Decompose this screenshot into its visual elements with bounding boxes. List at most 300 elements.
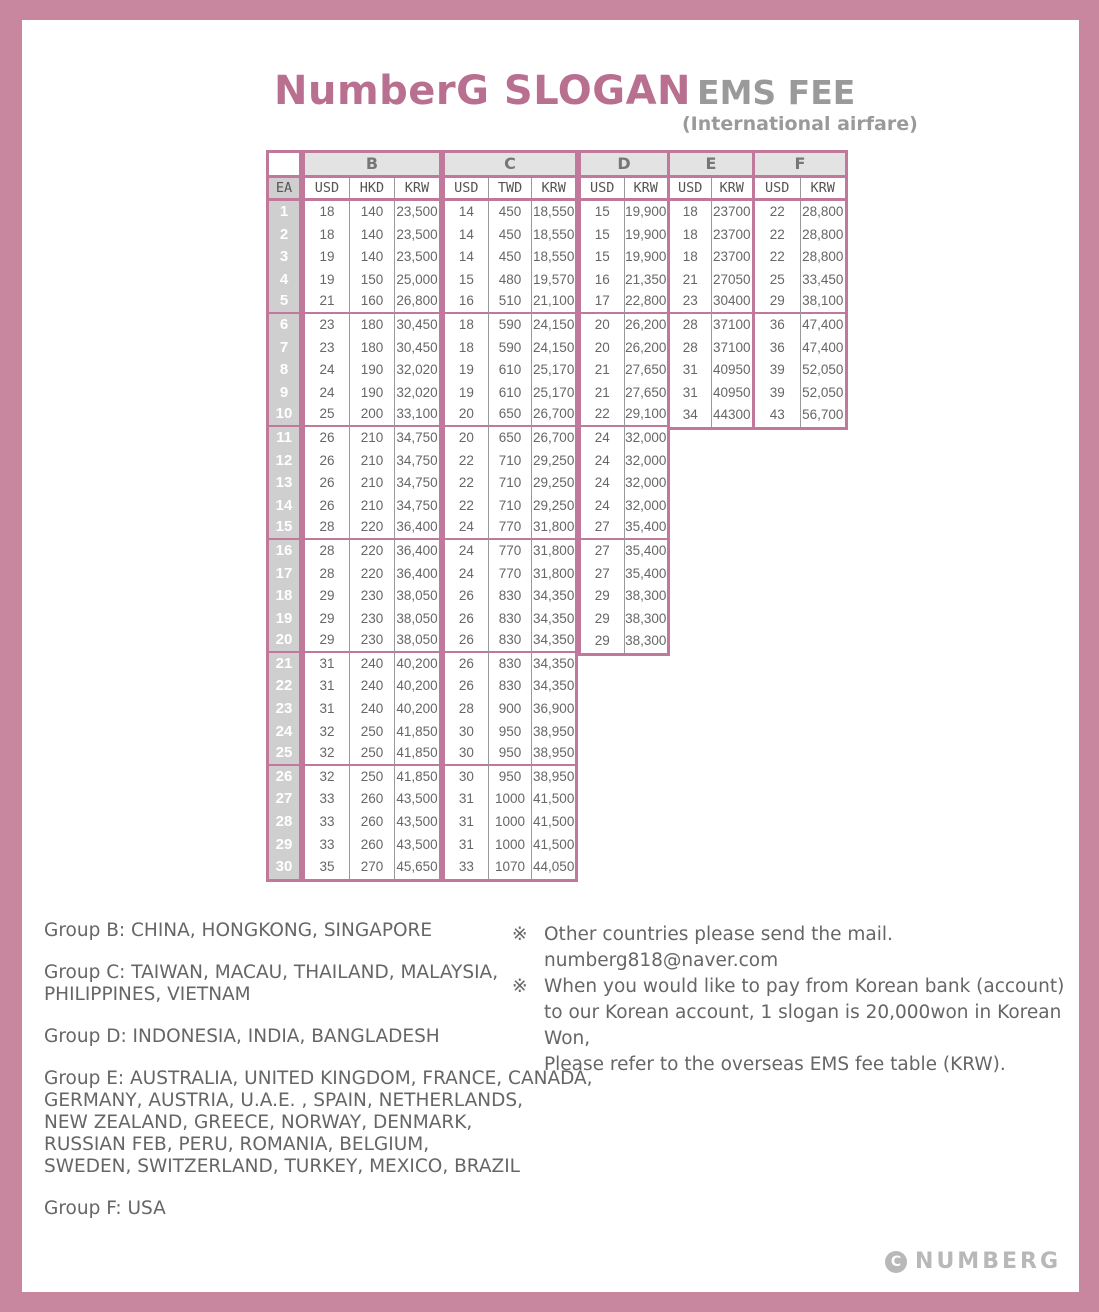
ea-number: 27	[275, 790, 293, 808]
fee-cell: 52,050	[802, 362, 844, 378]
fee-cell: 36	[769, 316, 785, 332]
currency-label: TWD	[488, 178, 532, 198]
fee-cell: 30	[458, 768, 474, 784]
fee-cell: 21	[682, 271, 698, 287]
fee-cell: 31	[682, 384, 698, 400]
fee-cell: 190	[360, 384, 384, 400]
fee-cell: 20	[594, 339, 610, 355]
fee-cell: 26	[445, 630, 488, 653]
fee-cell: 210	[360, 497, 384, 513]
ea-blank-header	[269, 153, 299, 175]
fee-cell: 38,950	[532, 743, 575, 766]
fee-cell: 38,950	[533, 768, 575, 784]
ea-number: 7	[279, 338, 289, 356]
fee-cell: 21,100	[532, 291, 575, 314]
fee-cell: 510	[489, 291, 532, 314]
fee-sheet	[22, 20, 1079, 1292]
fee-cell: 260	[360, 791, 384, 807]
fee-cell: 950	[498, 723, 522, 739]
fee-cell: 28,800	[802, 204, 844, 219]
fee-column-krw	[624, 201, 668, 653]
fee-cell: 27,650	[625, 384, 667, 400]
fee-cell: 140	[360, 249, 384, 265]
ea-number: 10	[269, 404, 299, 427]
fee-cell: 22	[458, 452, 474, 468]
ea-number: 24	[275, 722, 293, 740]
ea-number: 2	[279, 225, 289, 243]
fee-column-usd	[755, 201, 800, 427]
fee-cell: 37100	[712, 316, 751, 332]
fee-cell: 23700	[712, 226, 751, 242]
fee-cell: 830	[498, 588, 522, 604]
fee-column-krw	[394, 201, 439, 879]
fee-cell: 34,750	[396, 497, 438, 513]
currency-header	[755, 175, 845, 201]
fee-cell: 19	[319, 249, 335, 265]
fee-cell: 25,170	[533, 362, 575, 378]
fee-cell: 22	[458, 497, 474, 513]
fee-cell: 18	[682, 249, 698, 265]
fee-cell: 34,750	[396, 452, 438, 468]
group-header: D	[581, 153, 667, 175]
fee-cell: 220	[360, 542, 384, 558]
fee-body	[305, 201, 439, 879]
ea-number: 25	[269, 743, 299, 766]
fee-cell: 43,500	[396, 836, 438, 852]
fee-cell: 45,650	[396, 859, 438, 875]
fee-cell: 29,100	[625, 404, 668, 427]
fee-cell: 24	[594, 497, 610, 513]
notes	[512, 922, 1072, 1078]
fee-cell: 1000	[494, 836, 526, 852]
fee-cell: 1000	[494, 814, 526, 830]
ea-number: 18	[275, 587, 293, 605]
fee-column-hkd	[349, 201, 394, 879]
fee-cell: 200	[350, 404, 394, 427]
fee-cell: 20	[445, 404, 488, 427]
fee-cell: 21,350	[625, 271, 667, 287]
group-header: E	[670, 153, 752, 175]
fee-cell: 32	[319, 723, 335, 739]
fee-cell: 33,450	[802, 271, 844, 287]
fee-table-f	[752, 150, 848, 430]
ea-number: 22	[275, 677, 293, 695]
fee-cell: 26	[458, 678, 474, 694]
fee-cell: 18	[682, 204, 698, 219]
fee-column-usd	[581, 201, 624, 653]
fee-cell: 29,250	[533, 497, 575, 513]
fee-cell: 22	[581, 404, 624, 427]
fee-cell: 26	[458, 588, 474, 604]
fee-cell: 29	[594, 588, 610, 604]
fee-cell: 29	[319, 610, 335, 626]
currency-header	[445, 175, 575, 201]
currency-label: KRW	[711, 178, 753, 198]
fee-table-c	[442, 150, 578, 882]
fee-cell: 14	[458, 226, 474, 242]
fee-cell: 32,000	[625, 429, 667, 445]
fee-cell: 41,500	[533, 791, 575, 807]
fee-cell: 35	[319, 859, 335, 875]
currency-label: KRW	[394, 178, 439, 198]
fee-cell: 950	[498, 768, 522, 784]
fee-cell: 24	[445, 517, 488, 540]
ea-number: 13	[275, 474, 293, 492]
fee-cell: 32,000	[625, 452, 667, 468]
fee-cell: 38,050	[396, 610, 438, 626]
fee-cell: 21	[594, 384, 610, 400]
fee-cell: 15	[594, 249, 610, 265]
ea-number: 8	[279, 361, 289, 379]
fee-body	[445, 201, 575, 879]
fee-cell: 32	[319, 768, 335, 784]
fee-cell: 28	[458, 701, 474, 717]
ea-column	[266, 150, 302, 882]
fee-cell: 22	[769, 226, 785, 242]
fee-cell: 27	[581, 517, 624, 540]
group-header: B	[305, 153, 439, 175]
fee-cell: 34,750	[396, 429, 438, 445]
fee-cell: 36,400	[395, 517, 439, 540]
fee-cell: 34,350	[533, 678, 575, 694]
fee-cell: 27	[594, 565, 610, 581]
fee-cell: 19	[319, 271, 335, 287]
currency-label: USD	[454, 180, 479, 196]
ea-number: 30	[275, 858, 293, 876]
currency-label: KRW	[624, 178, 668, 198]
fee-cell: 26	[458, 610, 474, 626]
fee-body	[670, 201, 752, 427]
ea-number: 6	[279, 315, 289, 333]
fee-cell: 36	[769, 339, 785, 355]
fee-cell: 28,800	[802, 249, 844, 265]
ea-number: 12	[275, 451, 293, 469]
fee-cell: 30	[445, 743, 488, 766]
fee-cell: 32,000	[625, 497, 667, 513]
fee-cell: 16	[594, 271, 610, 287]
fee-cell: 34,750	[396, 475, 438, 491]
fee-cell: 30	[458, 723, 474, 739]
fee-cell: 230	[350, 630, 394, 653]
fee-cell: 18,550	[533, 249, 575, 265]
ea-header	[269, 175, 299, 201]
fee-cell: 830	[498, 610, 522, 626]
title-sub: EMS FEE	[697, 73, 856, 112]
fee-cell: 28	[319, 565, 335, 581]
ea-number: 19	[275, 609, 293, 627]
fee-cell: 36,900	[533, 701, 575, 717]
fee-column-twd	[488, 201, 532, 879]
fee-cell: 35,400	[625, 517, 668, 540]
fee-cell: 44300	[712, 407, 751, 423]
fee-cell: 21	[594, 362, 610, 378]
fee-column-krw	[531, 201, 575, 879]
fee-cell: 770	[489, 517, 532, 540]
fee-cell: 41,850	[395, 743, 439, 766]
fee-cell: 31,800	[533, 542, 575, 558]
fee-cell: 31	[319, 678, 335, 694]
ea-number: 17	[275, 564, 293, 582]
ea-number: 28	[275, 813, 293, 831]
fee-cell: 34	[682, 407, 698, 423]
ea-number: 4	[279, 270, 289, 288]
fee-cell: 38,100	[801, 291, 846, 314]
fee-cell: 220	[350, 517, 394, 540]
fee-cell: 28	[682, 316, 698, 332]
fee-cell: 450	[498, 249, 522, 265]
fee-cell: 26	[319, 452, 335, 468]
ea-body	[269, 201, 299, 879]
fee-cell: 29	[319, 588, 335, 604]
fee-cell: 40950	[712, 384, 751, 400]
fee-cell: 26	[458, 655, 474, 671]
fee-cell: 41,850	[396, 768, 438, 784]
fee-cell: 16	[445, 291, 488, 314]
fee-cell: 15	[458, 271, 474, 287]
fee-cell: 25,000	[396, 271, 438, 287]
ea-number: 15	[269, 517, 299, 540]
ea-number: 20	[269, 630, 299, 653]
ea-number: 3	[279, 248, 289, 266]
ea-number: 23	[275, 700, 293, 718]
fee-column-krw	[711, 201, 753, 427]
ea-number: 21	[275, 654, 293, 672]
fee-cell: 34,350	[533, 588, 575, 604]
fee-cell: 260	[360, 814, 384, 830]
fee-cell: 22	[458, 475, 474, 491]
fee-cell: 32,020	[396, 362, 438, 378]
note-text: When you would like to pay from Korean bank (account) to our Korean account, 1 slogan is 20,000won in Korean Won, Please refer to the overseas EMS fee table (KRW).	[544, 976, 1065, 1075]
fee-cell: 33,100	[395, 404, 439, 427]
fee-cell: 34,350	[533, 655, 575, 671]
fee-cell: 950	[489, 743, 532, 766]
fee-cell: 710	[498, 497, 522, 513]
fee-cell: 47,400	[802, 339, 844, 355]
currency-label: HKD	[349, 178, 394, 198]
fee-cell: 26,700	[533, 429, 575, 445]
brand-c-icon: C	[885, 1251, 907, 1273]
fee-cell: 31	[682, 362, 698, 378]
fee-cell: 240	[360, 678, 384, 694]
fee-cell: 21	[305, 291, 349, 314]
fee-cell: 24	[594, 475, 610, 491]
fee-cell: 27,650	[625, 362, 667, 378]
fee-cell: 210	[360, 429, 384, 445]
fee-cell: 24	[319, 362, 335, 378]
fee-cell: 41,500	[533, 814, 575, 830]
fee-column-usd	[670, 201, 711, 427]
fee-cell: 150	[360, 271, 384, 287]
currency-label: KRW	[800, 178, 846, 198]
fee-cell: 270	[360, 859, 384, 875]
fee-cell: 770	[498, 565, 522, 581]
fee-cell: 30,450	[396, 339, 438, 355]
fee-cell: 43	[769, 407, 785, 423]
fee-cell: 590	[498, 339, 522, 355]
group-header: F	[755, 153, 845, 175]
ea-number: 5	[269, 291, 299, 314]
currency-label: KRW	[531, 178, 575, 198]
fee-cell: 39	[769, 384, 785, 400]
fee-cell: 26,200	[625, 339, 667, 355]
fee-cell: 18	[458, 339, 474, 355]
note-text: Other countries please send the mail. numberg818@naver.com	[544, 924, 893, 971]
currency-label: USD	[678, 180, 703, 196]
fee-cell: 180	[360, 339, 384, 355]
brand-logo	[885, 1249, 1061, 1274]
fee-cell: 23	[319, 339, 335, 355]
ea-number: 29	[275, 835, 293, 853]
fee-cell: 830	[489, 630, 532, 653]
fee-cell: 450	[498, 226, 522, 242]
fee-column-usd	[305, 201, 349, 879]
fee-cell: 24,150	[533, 316, 575, 332]
fee-cell: 230	[360, 610, 384, 626]
fee-cell: 28	[319, 542, 335, 558]
fee-table-d	[578, 150, 670, 656]
fee-cell: 23,500	[396, 226, 438, 242]
fee-cell: 1070	[494, 859, 526, 875]
fee-cell: 24	[319, 384, 335, 400]
fee-cell: 26,200	[625, 316, 667, 332]
fee-cell: 240	[360, 655, 384, 671]
fee-cell: 14	[458, 249, 474, 265]
fee-cell: 36,400	[396, 565, 438, 581]
fee-cell: 43,500	[396, 791, 438, 807]
fee-cell: 33	[319, 791, 335, 807]
fee-cell: 18,550	[533, 204, 575, 219]
fee-cell: 24	[594, 452, 610, 468]
fee-cell: 52,050	[802, 384, 844, 400]
fee-cell: 38,300	[625, 633, 667, 649]
brand-name: NUMBERG	[915, 1249, 1061, 1274]
fee-cell: 180	[360, 316, 384, 332]
fee-cell: 32	[305, 743, 349, 766]
fee-cell: 19,900	[625, 249, 667, 265]
fee-cell: 25	[305, 404, 349, 427]
fee-cell: 210	[360, 475, 384, 491]
fee-cell: 36,400	[396, 542, 438, 558]
fee-cell: 30400	[712, 291, 753, 314]
fee-cell: 18	[458, 316, 474, 332]
fee-cell: 40,200	[396, 655, 438, 671]
fee-cell: 38,300	[625, 610, 667, 626]
fee-cell: 41,500	[533, 836, 575, 852]
currency-header	[670, 175, 752, 201]
fee-cell: 44,050	[533, 859, 575, 875]
fee-cell: 18	[682, 226, 698, 242]
fee-cell: 250	[360, 723, 384, 739]
fee-cell: 140	[360, 204, 384, 219]
fee-cell: 250	[350, 743, 394, 766]
fee-cell: 23700	[712, 204, 751, 219]
fee-cell: 40,200	[396, 701, 438, 717]
fee-cell: 24	[458, 565, 474, 581]
fee-column-usd	[445, 201, 488, 879]
fee-cell: 30,450	[396, 316, 438, 332]
fee-cell: 260	[360, 836, 384, 852]
fee-cell: 35,400	[625, 565, 667, 581]
fee-cell: 770	[498, 542, 522, 558]
fee-cell: 33	[458, 859, 474, 875]
fee-cell: 590	[498, 316, 522, 332]
fee-cell: 25	[769, 271, 785, 287]
fee-cell: 22,800	[625, 291, 668, 314]
fee-cell: 14	[458, 204, 474, 219]
fee-cell: 31	[458, 836, 474, 852]
fee-cell: 160	[350, 291, 394, 314]
currency-label: USD	[590, 180, 615, 196]
group-entry: Group E: AUSTRALIA, UNITED KINGDOM, FRANCE, CANADA, GERMANY, AUSTRIA, U.A.E. , SPAIN, NETHERLANDS, NEW ZEALAND, GREECE, NORWAY, DENMARK, RUSSIAN FEB, PERU, ROMANIA, BELGIUM, SWEDEN, SWITZERLAND, TURKEY, MEXICO, BRAZIL	[44, 1068, 593, 1177]
fee-cell: 31	[319, 655, 335, 671]
fee-cell: 140	[360, 226, 384, 242]
group-entry: Group C: TAIWAN, MACAU, THAILAND, MALAYSIA, PHILIPPINES, VIETNAM	[44, 962, 499, 1005]
fee-cell: 41,850	[396, 723, 438, 739]
fee-cell: 24	[458, 542, 474, 558]
fee-cell: 24	[594, 429, 610, 445]
fee-body	[755, 201, 845, 427]
fee-body	[581, 201, 667, 653]
fee-cell: 26	[319, 497, 335, 513]
fee-cell: 610	[498, 362, 522, 378]
fee-cell: 29	[305, 630, 349, 653]
fee-cell: 27	[594, 542, 610, 558]
fee-cell: 28,800	[802, 226, 844, 242]
ea-number: 11	[276, 428, 292, 446]
fee-cell: 29	[594, 610, 610, 626]
fee-cell: 210	[360, 452, 384, 468]
fee-cell: 19	[458, 362, 474, 378]
fee-cell: 17	[581, 291, 624, 314]
fee-cell: 28	[682, 339, 698, 355]
currency-header	[305, 175, 439, 201]
fee-cell: 190	[360, 362, 384, 378]
fee-cell: 15	[594, 204, 610, 219]
fee-cell: 43,500	[396, 814, 438, 830]
fee-cell: 23	[319, 316, 335, 332]
fee-cell: 710	[498, 452, 522, 468]
fee-cell: 450	[498, 204, 522, 219]
fee-cell: 23	[670, 291, 711, 314]
fee-cell: 20	[594, 316, 610, 332]
fee-cell: 38,950	[533, 723, 575, 739]
note-entry	[512, 922, 1072, 974]
fee-cell: 15	[594, 226, 610, 242]
note-mark: ※	[512, 924, 528, 945]
fee-cell: 220	[360, 565, 384, 581]
ea-number: 1	[279, 203, 289, 220]
fee-cell: 31,800	[532, 517, 575, 540]
ea-number: 14	[275, 496, 293, 514]
fee-cell: 26	[319, 475, 335, 491]
fee-cell: 29,250	[533, 475, 575, 491]
currency-header	[581, 175, 667, 201]
fee-cell: 250	[360, 768, 384, 784]
fee-cell: 240	[360, 701, 384, 717]
fee-cell: 31	[458, 814, 474, 830]
fee-cell: 26,700	[532, 404, 575, 427]
fee-cell: 23,500	[396, 249, 438, 265]
ea-number: 16	[275, 541, 293, 559]
fee-cell: 18	[319, 226, 335, 242]
currency-label: USD	[765, 180, 790, 196]
fee-cell: 39	[769, 362, 785, 378]
fee-cell: 34,350	[533, 610, 575, 626]
fee-cell: 22	[769, 249, 785, 265]
fee-cell: 19,570	[533, 271, 575, 287]
fee-cell: 480	[498, 271, 522, 287]
page-title	[274, 68, 855, 114]
